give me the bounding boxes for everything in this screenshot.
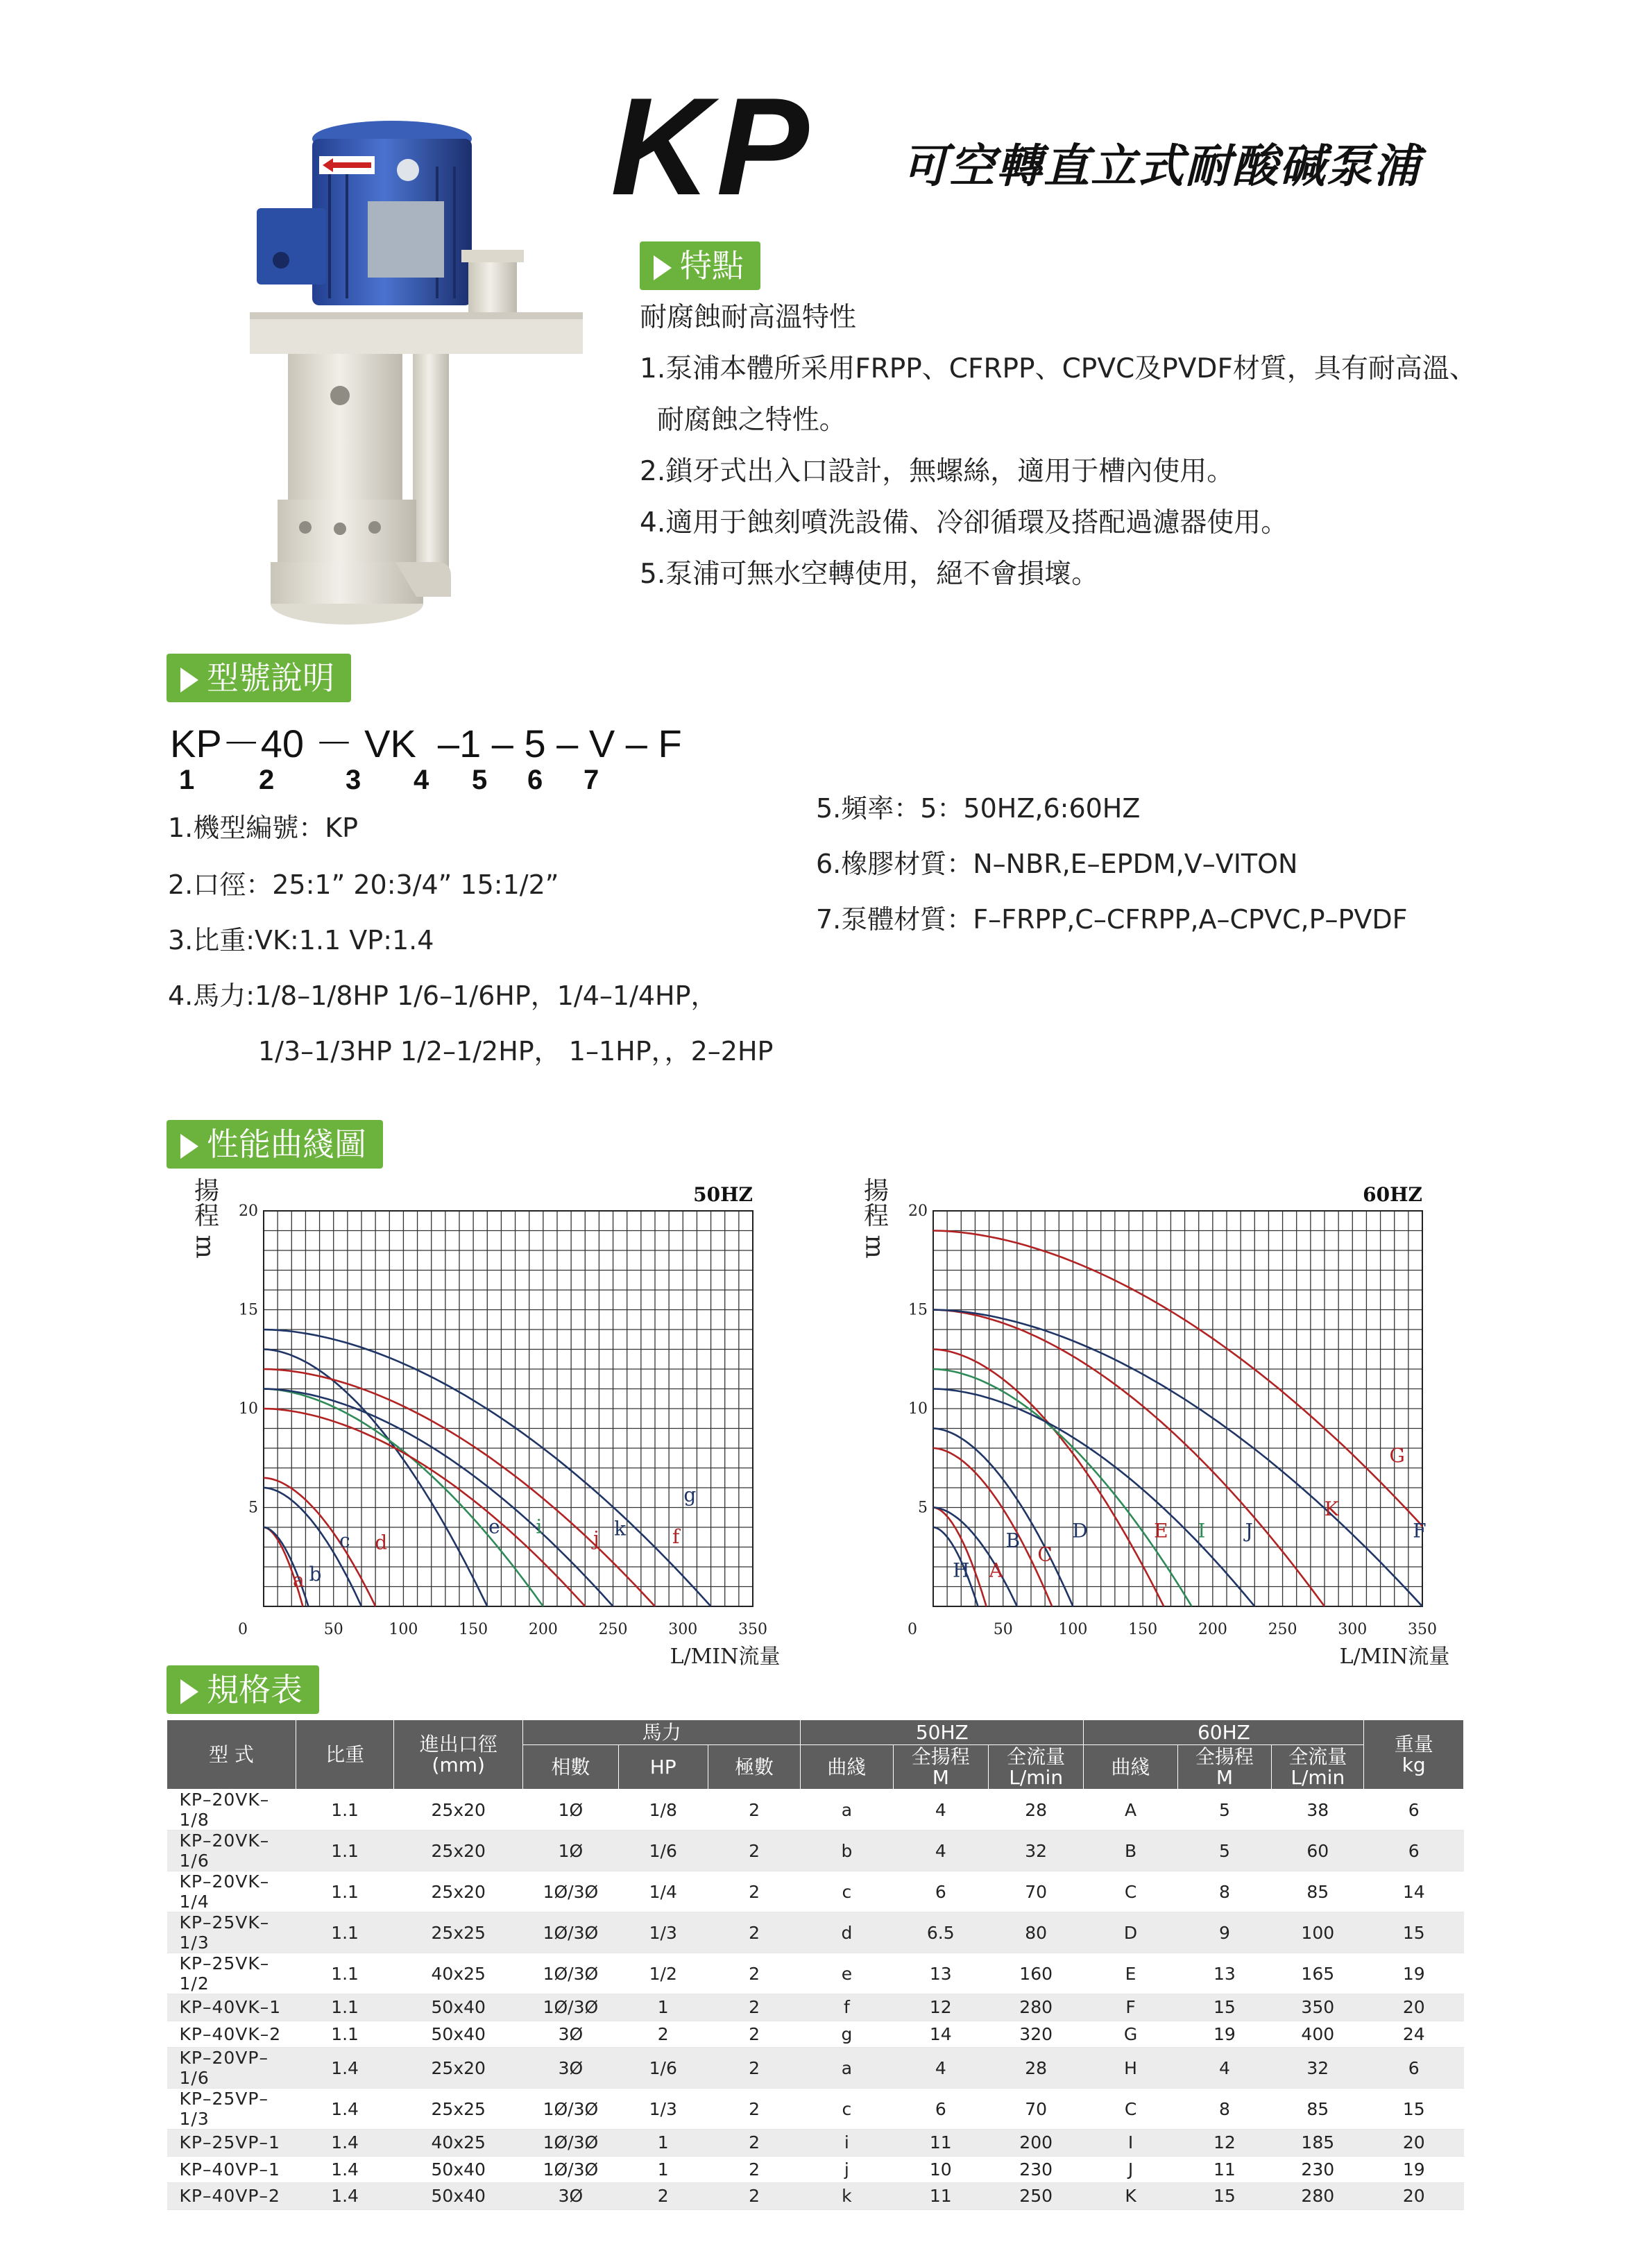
cell-hp: 1/4 — [618, 1871, 708, 1912]
cell-head60: 8 — [1177, 1871, 1271, 1912]
cell-hp: 1 — [618, 2130, 708, 2157]
y-tick-label: 20 — [908, 1203, 928, 1220]
cell-port: 50x40 — [394, 2021, 523, 2048]
cell-hp: 1/6 — [618, 2048, 708, 2089]
y-axis-label: 揚程 m — [190, 1177, 219, 1259]
cell-phase: 3Ø — [523, 2021, 618, 2048]
cell-poles: 2 — [708, 2183, 800, 2210]
cell-curve60: C — [1084, 2089, 1177, 2130]
cell-sg: 1.1 — [296, 1912, 393, 1953]
cell-model: KP–20VP–1/6 — [167, 2048, 296, 2089]
header-curve-60: 曲綫 — [1084, 1745, 1177, 1790]
cell-poles: 2 — [708, 1831, 800, 1871]
curve-label-F: F — [1413, 1519, 1427, 1543]
triangle-icon — [654, 255, 672, 280]
spec-badge-label: 規格表 — [207, 1671, 303, 1708]
cell-head50: 13 — [893, 1953, 988, 1994]
model-code-number: 3 — [346, 765, 361, 795]
table-row — [167, 2089, 1464, 2130]
cell-curve50: k — [801, 2183, 893, 2210]
chart-50hz — [173, 1173, 798, 1672]
cell-hp: 2 — [618, 2021, 708, 2048]
cell-head60: 11 — [1177, 2156, 1271, 2183]
model-code-number: 1 — [179, 765, 195, 795]
cell-port: 25x20 — [394, 1831, 523, 1871]
cell-phase: 1Ø/3Ø — [523, 2156, 618, 2183]
cell-phase: 1Ø/3Ø — [523, 1912, 618, 1953]
curve-J — [933, 1389, 1254, 1607]
y-axis-label: 揚程 m — [860, 1177, 889, 1259]
cell-sg: 1.1 — [296, 1953, 393, 1994]
cell-model: KP–40VK–1 — [167, 1994, 296, 2021]
model-desc: 1/3–1/3HP 1/2–1/2HP， 1–1HP，，2–2HP — [258, 1036, 774, 1067]
cell-curve60: E — [1084, 1953, 1177, 1994]
cell-phase: 1Ø/3Ø — [523, 2130, 618, 2157]
triangle-icon — [180, 668, 198, 693]
header-60hz: 60HZ — [1084, 1720, 1364, 1745]
feature-line: 耐腐蝕之特性。 — [640, 405, 846, 436]
header-weight-unit: kg — [1402, 1753, 1426, 1776]
y-tick-label: 5 — [918, 1499, 928, 1517]
cell-flow50: 250 — [988, 2183, 1083, 2210]
curve-label-i: i — [536, 1515, 543, 1538]
cell-hp: 1/6 — [618, 1831, 708, 1871]
x-tick-label: 200 — [528, 1621, 558, 1638]
x-tick-label: 250 — [1268, 1621, 1297, 1638]
cell-hp: 1/3 — [618, 1912, 708, 1953]
cell-curve50: e — [801, 1953, 893, 1994]
spec-table-body — [167, 1790, 1464, 2210]
model-desc: 2.口徑：25:1” 20:3/4” 15:1/2” — [168, 869, 559, 900]
header-flow-label: 全流量 — [1288, 1744, 1347, 1768]
cell-weight: 15 — [1364, 2089, 1464, 2130]
header-head-60 — [1177, 1745, 1271, 1790]
header-port-unit: (mm) — [432, 1753, 485, 1776]
cell-model: KP–20VK–1/6 — [167, 1831, 296, 1871]
cell-flow60: 230 — [1272, 2156, 1364, 2183]
cell-head50: 4 — [893, 1831, 988, 1871]
x-tick-label: 350 — [738, 1621, 767, 1638]
cell-weight: 6 — [1364, 1831, 1464, 1871]
cell-poles: 2 — [708, 2048, 800, 2089]
cell-flow50: 320 — [988, 2021, 1083, 2048]
cell-sg: 1.1 — [296, 1871, 393, 1912]
cell-model: KP–25VP–1/3 — [167, 2089, 296, 2130]
x-tick-label: 50 — [993, 1621, 1013, 1638]
cell-hp: 1/2 — [618, 1953, 708, 1994]
x-tick-label: 200 — [1198, 1621, 1227, 1638]
y-tick-label: 15 — [239, 1301, 258, 1319]
table-row — [167, 1953, 1464, 1994]
cell-curve60: C — [1084, 1871, 1177, 1912]
curve-label-a: a — [293, 1568, 305, 1592]
curve-label-G: G — [1389, 1443, 1405, 1467]
cell-phase: 1Ø — [523, 1790, 618, 1831]
cell-hp: 2 — [618, 2183, 708, 2210]
cell-model: KP–40VP–1 — [167, 2156, 296, 2183]
curve-label-f: f — [672, 1525, 680, 1548]
model-desc: 6.橡膠材質：N–NBR,E–EPDM,V–VITON — [816, 849, 1298, 879]
curve-label-K: K — [1324, 1497, 1339, 1520]
cell-curve60: B — [1084, 1831, 1177, 1871]
x-axis-label: L/MIN流量 — [670, 1645, 781, 1669]
curve-label-E: E — [1154, 1519, 1168, 1543]
cell-curve60: H — [1084, 2048, 1177, 2089]
table-row — [167, 1912, 1464, 1953]
cell-sg: 1.1 — [296, 1994, 393, 2021]
header-flow-50 — [988, 1745, 1083, 1790]
header-head-unit: M — [1216, 1765, 1233, 1789]
cell-sg: 1.4 — [296, 2130, 393, 2157]
cell-flow50: 70 — [988, 1871, 1083, 1912]
cell-flow60: 100 — [1272, 1912, 1364, 1953]
header-hp: HP — [618, 1745, 708, 1790]
cell-phase: 1Ø — [523, 1831, 618, 1871]
cell-weight: 6 — [1364, 1790, 1464, 1831]
cell-flow60: 280 — [1272, 2183, 1364, 2210]
cell-model: KP–25VK–1/2 — [167, 1953, 296, 1994]
cell-port: 40x25 — [394, 2130, 523, 2157]
features-badge-label: 特點 — [680, 247, 744, 285]
x-tick-label: 100 — [1058, 1621, 1088, 1638]
cell-flow60: 60 — [1272, 1831, 1364, 1871]
table-row — [167, 1994, 1464, 2021]
feature-line: 1.泵浦本體所采用FRPP、CFRPP、CPVC及PVDF材質，具有耐高溫、 — [640, 353, 1476, 384]
cell-head50: 10 — [893, 2156, 988, 2183]
cell-flow60: 350 — [1272, 1994, 1364, 2021]
cell-curve50: g — [801, 2021, 893, 2048]
x-tick-label: 150 — [1128, 1621, 1158, 1638]
header-flow-label: 全流量 — [1007, 1744, 1066, 1768]
cell-hp: 1 — [618, 2156, 708, 2183]
cell-flow60: 85 — [1272, 2089, 1364, 2130]
table-row — [167, 2021, 1464, 2048]
cell-flow60: 400 — [1272, 2021, 1364, 2048]
cell-hp: 1/8 — [618, 1790, 708, 1831]
cell-head50: 6 — [893, 1871, 988, 1912]
cell-model: KP–25VP–1 — [167, 2130, 296, 2157]
cell-weight: 20 — [1364, 1994, 1464, 2021]
cell-curve60: G — [1084, 2021, 1177, 2048]
cell-curve50: c — [801, 2089, 893, 2130]
curve-label-C: C — [1037, 1543, 1053, 1566]
cell-head60: 15 — [1177, 1994, 1271, 2021]
cell-sg: 1.1 — [296, 1790, 393, 1831]
header-head-label: 全揚程 — [911, 1744, 970, 1768]
header-port — [394, 1720, 523, 1790]
curve-label-k: k — [614, 1517, 627, 1540]
table-row — [167, 1790, 1464, 1831]
y-tick-label: 5 — [248, 1499, 258, 1517]
cell-flow50: 280 — [988, 1994, 1083, 2021]
x-tick-label: 300 — [668, 1621, 698, 1638]
cell-port: 40x25 — [394, 1953, 523, 1994]
cell-weight: 6 — [1364, 2048, 1464, 2089]
table-row — [167, 2183, 1464, 2210]
cell-sg: 1.4 — [296, 2156, 393, 2183]
cell-port: 50x40 — [394, 1994, 523, 2021]
cell-phase: 3Ø — [523, 2048, 618, 2089]
header-flow-unit: L/min — [1291, 1765, 1345, 1789]
cell-head50: 4 — [893, 2048, 988, 2089]
cell-weight: 24 — [1364, 2021, 1464, 2048]
cell-poles: 2 — [708, 1912, 800, 1953]
cell-poles: 2 — [708, 1994, 800, 2021]
model-badge-label: 型號說明 — [207, 659, 334, 697]
header-curve-50: 曲綫 — [801, 1745, 893, 1790]
cell-port: 50x40 — [394, 2183, 523, 2210]
x-axis-label: L/MIN流量 — [1339, 1645, 1450, 1669]
cell-head60: 8 — [1177, 2089, 1271, 2130]
model-desc: 4.馬力:1/8–1/8HP 1/6–1/6HP，1/4–1/4HP， — [168, 980, 717, 1011]
table-row — [167, 2048, 1464, 2089]
cell-curve50: i — [801, 2130, 893, 2157]
cell-port: 25x20 — [394, 1871, 523, 1912]
x-tick-label: 0 — [908, 1621, 917, 1638]
header-flow-unit: L/min — [1009, 1765, 1064, 1789]
cell-hp: 1 — [618, 1994, 708, 2021]
cell-weight: 19 — [1364, 1953, 1464, 1994]
cell-curve60: F — [1084, 1994, 1177, 2021]
cell-phase: 3Ø — [523, 2183, 618, 2210]
cell-port: 25x20 — [394, 1790, 523, 1831]
cell-sg: 1.4 — [296, 2048, 393, 2089]
x-tick-label: 100 — [389, 1621, 418, 1638]
chart-title: 60HZ — [1363, 1183, 1422, 1206]
feature-line: 2.鎖牙式出入口設計，無螺絲，適用于槽內使用。 — [640, 456, 1234, 487]
x-tick-label: 0 — [238, 1621, 248, 1638]
performance-badge — [167, 1120, 383, 1169]
feature-line: 5.泵浦可無水空轉使用，絕不會損壞。 — [640, 559, 1099, 590]
product-logo: KP — [611, 69, 815, 224]
y-tick-label: 15 — [908, 1301, 928, 1319]
cell-flow50: 80 — [988, 1912, 1083, 1953]
cell-head50: 6 — [893, 2089, 988, 2130]
cell-curve60: D — [1084, 1912, 1177, 1953]
cell-head50: 4 — [893, 1790, 988, 1831]
cell-port: 25x25 — [394, 2089, 523, 2130]
model-code-number: 6 — [527, 765, 543, 795]
cell-head60: 9 — [1177, 1912, 1271, 1953]
x-tick-label: 350 — [1408, 1621, 1437, 1638]
cell-head60: 5 — [1177, 1790, 1271, 1831]
cell-curve50: a — [801, 1790, 893, 1831]
cell-poles: 2 — [708, 2021, 800, 2048]
cell-model: KP–40VP–2 — [167, 2183, 296, 2210]
x-tick-label: 300 — [1338, 1621, 1368, 1638]
cell-flow60: 185 — [1272, 2130, 1364, 2157]
cell-head50: 11 — [893, 2183, 988, 2210]
model-desc: 5.頻率：5：50HZ,6:60HZ — [816, 793, 1141, 824]
cell-weight: 15 — [1364, 1912, 1464, 1953]
header-weight-label: 重量 — [1394, 1732, 1433, 1756]
curve-label-g: g — [683, 1483, 697, 1506]
cell-flow50: 160 — [988, 1953, 1083, 1994]
curve-label-I: I — [1198, 1519, 1206, 1543]
cell-poles: 2 — [708, 2156, 800, 2183]
cell-sg: 1.1 — [296, 2021, 393, 2048]
cell-phase: 1Ø/3Ø — [523, 2089, 618, 2130]
header-50hz: 50HZ — [801, 1720, 1084, 1745]
cell-head60: 4 — [1177, 2048, 1271, 2089]
features-badge — [640, 241, 760, 290]
cell-weight: 20 — [1364, 2130, 1464, 2157]
table-row — [167, 2156, 1464, 2183]
spec-table — [167, 1719, 1464, 2210]
cell-curve60: K — [1084, 2183, 1177, 2210]
x-tick-label: 150 — [459, 1621, 488, 1638]
x-tick-label: 250 — [598, 1621, 628, 1638]
cell-weight: 19 — [1364, 2156, 1464, 2183]
cell-head60: 19 — [1177, 2021, 1271, 2048]
header-power: 馬力 — [523, 1720, 801, 1745]
cell-poles: 2 — [708, 1790, 800, 1831]
cell-curve50: a — [801, 2048, 893, 2089]
spec-badge — [167, 1665, 319, 1714]
header-weight — [1364, 1720, 1464, 1790]
cell-weight: 14 — [1364, 1871, 1464, 1912]
product-subtitle: 可空轉直立式耐酸碱泵浦 — [902, 139, 1421, 193]
y-tick-label: 10 — [908, 1400, 928, 1418]
curve-F — [933, 1310, 1422, 1607]
cell-poles: 2 — [708, 2130, 800, 2157]
cell-flow50: 28 — [988, 1790, 1083, 1831]
header-phase: 相數 — [523, 1745, 618, 1790]
header-port-label: 進出口徑 — [419, 1732, 497, 1756]
cell-curve60: J — [1084, 2156, 1177, 2183]
y-tick-label: 20 — [239, 1203, 258, 1220]
model-desc: 3.比重:VK:1.1 VP:1.4 — [168, 925, 434, 956]
table-row — [167, 2130, 1464, 2157]
header-sg: 比重 — [296, 1720, 393, 1790]
header-head-unit: M — [932, 1765, 949, 1789]
cell-curve50: d — [801, 1912, 893, 1953]
cell-head50: 12 — [893, 1994, 988, 2021]
cell-poles: 2 — [708, 2089, 800, 2130]
chart-title: 50HZ — [693, 1183, 753, 1206]
cell-flow50: 32 — [988, 1831, 1083, 1871]
cell-poles: 2 — [708, 1871, 800, 1912]
model-desc: 1.機型編號：KP — [168, 813, 359, 843]
y-tick-label: 10 — [239, 1400, 258, 1418]
cell-head60: 13 — [1177, 1953, 1271, 1994]
model-code-number: 4 — [414, 765, 429, 795]
chart-60hz — [843, 1173, 1467, 1672]
model-code-number: 2 — [259, 765, 275, 795]
cell-flow60: 32 — [1272, 2048, 1364, 2089]
cell-curve50: f — [801, 1994, 893, 2021]
cell-model: KP–20VK–1/4 — [167, 1871, 296, 1912]
curve-label-c: c — [339, 1529, 350, 1552]
feature-line: 4.適用于蝕刻噴洗設備、冷卻循環及搭配過濾器使用。 — [640, 507, 1288, 538]
cell-curve50: j — [801, 2156, 893, 2183]
cell-flow60: 85 — [1272, 1871, 1364, 1912]
table-row — [167, 1831, 1464, 1871]
cell-flow50: 28 — [988, 2048, 1083, 2089]
model-desc: 7.泵體材質：F–FRPP,C–CFRPP,A–CPVC,P–PVDF — [816, 904, 1408, 935]
cell-port: 25x25 — [394, 1912, 523, 1953]
cell-model: KP–20VK–1/8 — [167, 1790, 296, 1831]
cell-curve60: I — [1084, 2130, 1177, 2157]
cell-curve60: A — [1084, 1790, 1177, 1831]
model-badge — [167, 654, 351, 702]
header-head-50 — [893, 1745, 988, 1790]
pump-illustration — [229, 118, 618, 631]
cell-flow50: 200 — [988, 2130, 1083, 2157]
cell-head60: 15 — [1177, 2183, 1271, 2210]
cell-phase: 1Ø/3Ø — [523, 1871, 618, 1912]
curve-label-D: D — [1072, 1519, 1088, 1543]
model-code: KP－40 － VK –1 – 5 – V – F — [170, 722, 682, 765]
cell-hp: 1/3 — [618, 2089, 708, 2130]
cell-flow50: 230 — [988, 2156, 1083, 2183]
curve-label-j: j — [593, 1527, 599, 1550]
cell-sg: 1.4 — [296, 2089, 393, 2130]
table-row — [167, 1871, 1464, 1912]
cell-curve50: c — [801, 1871, 893, 1912]
model-code-number: 7 — [584, 765, 599, 795]
cell-phase: 1Ø/3Ø — [523, 1953, 618, 1994]
curve-label-H: H — [953, 1559, 970, 1582]
cell-weight: 20 — [1364, 2183, 1464, 2210]
cell-head50: 11 — [893, 2130, 988, 2157]
curve-label-B: B — [1005, 1529, 1021, 1552]
curve-label-d: d — [375, 1531, 388, 1554]
cell-model: KP–40VK–2 — [167, 2021, 296, 2048]
cell-phase: 1Ø/3Ø — [523, 1994, 618, 2021]
model-code-number: 5 — [472, 765, 488, 795]
cell-sg: 1.1 — [296, 1831, 393, 1871]
cell-curve50: b — [801, 1831, 893, 1871]
cell-head60: 12 — [1177, 2130, 1271, 2157]
curve-label-b: b — [309, 1562, 322, 1586]
cell-head50: 14 — [893, 2021, 988, 2048]
curve-label-J: J — [1245, 1519, 1253, 1543]
cell-port: 50x40 — [394, 2156, 523, 2183]
header-head-label: 全揚程 — [1195, 1744, 1254, 1768]
cell-poles: 2 — [708, 1953, 800, 1994]
triangle-icon — [180, 1679, 198, 1704]
feature-line: 耐腐蝕耐高溫特性 — [640, 302, 857, 333]
x-tick-label: 50 — [323, 1621, 343, 1638]
cell-port: 25x20 — [394, 2048, 523, 2089]
cell-flow60: 38 — [1272, 1790, 1364, 1831]
cell-sg: 1.4 — [296, 2183, 393, 2210]
triangle-icon — [180, 1134, 198, 1159]
curve-label-A: A — [989, 1559, 1003, 1582]
performance-badge-label: 性能曲綫圖 — [207, 1126, 366, 1163]
cell-head60: 5 — [1177, 1831, 1271, 1871]
header-model: 型 式 — [167, 1720, 296, 1790]
cell-flow50: 70 — [988, 2089, 1083, 2130]
header-flow-60 — [1272, 1745, 1364, 1790]
curve-label-e: e — [488, 1515, 500, 1538]
cell-flow60: 165 — [1272, 1953, 1364, 1994]
cell-model: KP–25VK–1/3 — [167, 1912, 296, 1953]
header-poles: 極數 — [708, 1745, 800, 1790]
cell-head50: 6.5 — [893, 1912, 988, 1953]
